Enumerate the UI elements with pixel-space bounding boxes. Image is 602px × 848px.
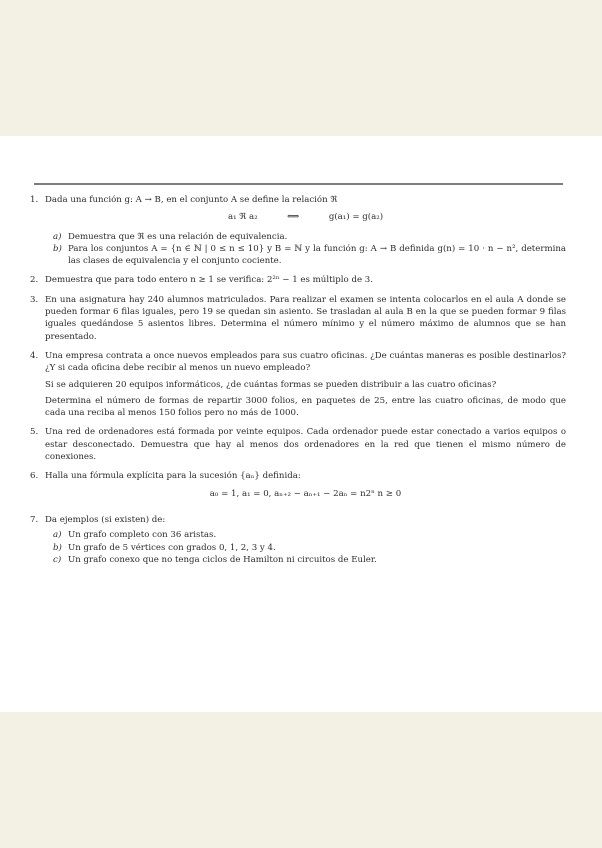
relation-right: g(a₁) = g(a₂) bbox=[328, 212, 384, 223]
problem-3 bbox=[30, 294, 566, 343]
problem-paragraph: Determina el número de formas de repartir 3000 folios, en paquetes de 25, entre las cuatro oficinas, de modo que cada una reciba al menos 150 folios pero no más de 1000. bbox=[45, 395, 566, 419]
problem-intro: Dada una función g: A → B, en el conjunto A se define la relación ℜ bbox=[45, 195, 338, 205]
relation-left: a₁ ℜ a₂ bbox=[227, 212, 258, 223]
problem-5 bbox=[30, 426, 566, 463]
header-rule bbox=[34, 183, 563, 185]
exam-page bbox=[0, 136, 602, 712]
problem-number: 6. bbox=[30, 471, 39, 482]
problem-list bbox=[30, 194, 566, 573]
problem-number: 7. bbox=[30, 514, 39, 525]
problem-paragraph: Si se adquieren 20 equipos informáticos, ¿de cuántas formas se pueden distribuir a las cuatro oficinas? bbox=[45, 379, 497, 390]
sub-label: a) bbox=[53, 530, 62, 541]
subproblem-b bbox=[45, 243, 566, 268]
subproblem-b bbox=[45, 542, 566, 554]
sub-text: Demuestra que ℜ es una relación de equivalencia. bbox=[68, 231, 288, 242]
sub-label: c) bbox=[53, 554, 62, 565]
sub-text: Un grafo conexo que no tenga ciclos de Hamilton ni circuitos de Euler. bbox=[68, 554, 377, 565]
subproblem-a bbox=[45, 529, 566, 541]
sub-label: a) bbox=[53, 231, 62, 242]
problem-1 bbox=[30, 194, 566, 267]
problem-intro: Halla una fórmula explícita para la sucesión {aₙ} definida: bbox=[45, 471, 301, 482]
problem-text: En una asignatura hay 240 alumnos matriculados. Para realizar el examen se intenta colocarlos en el aula A donde se pueden formar 6 filas iguales, pero 19 se quedan sin asiento. Se trasladan al aula B en la que se pueden formar 9 filas iguales quedándose 5 asientos libres. Determina el número mínimo y el número máximo de alumnos que se han presentado. bbox=[45, 294, 566, 342]
problem-text: Demuestra que para todo entero n ≥ 1 se verifica: 2²ⁿ − 1 es múltiplo de 3. bbox=[45, 275, 373, 286]
sub-label: b) bbox=[53, 542, 62, 553]
problem-number: 5. bbox=[30, 427, 39, 438]
problem-intro: Da ejemplos (si existen) de: bbox=[45, 514, 166, 525]
relation-definition bbox=[45, 211, 566, 223]
problem-6 bbox=[30, 470, 566, 507]
recurrence-equation: a₀ = 1, a₁ = 0, aₙ₊₂ − aₙ₊₁ − 2aₙ = n2ⁿ n ≥ 0 bbox=[209, 488, 402, 499]
problem-paragraph: Una empresa contrata a once nuevos empleados para sus cuatro oficinas. ¿De cuántas maneras es posible destinarlos? ¿Y si cada oficina debe recibir al menos un nuevo empleado? bbox=[45, 350, 566, 374]
problem-number: 4. bbox=[30, 350, 39, 361]
subproblem-c bbox=[45, 554, 566, 566]
problem-text: Una red de ordenadores está formada por veinte equipos. Cada ordenador puede estar conectado a varios equipos o estar desconectado. Demuestra que hay al menos dos ordenadores en la red que tienen el mismo número de conexiones. bbox=[45, 427, 566, 463]
sub-text: Un grafo de 5 vértices con grados 0, 1, 2, 3 y 4. bbox=[68, 542, 276, 553]
relation-iff: ⟺ bbox=[287, 212, 300, 223]
problem-number: 1. bbox=[30, 195, 39, 205]
problem-7 bbox=[30, 514, 566, 566]
problem-2 bbox=[30, 274, 566, 286]
problem-4 bbox=[30, 350, 566, 419]
problem-number: 3. bbox=[30, 294, 39, 305]
sub-label: b) bbox=[53, 243, 62, 254]
sub-text: Para los conjuntos A = {n ∈ ℕ | 0 ≤ n ≤ 10} y B = ℕ y la función g: A → B definida g(n) = 10 · n − n², determina las clases de equivalencia y el conjunto cociente. bbox=[68, 243, 566, 267]
problem-number: 2. bbox=[30, 275, 39, 286]
subproblem-a bbox=[45, 231, 566, 243]
sub-text: Un grafo completo con 36 aristas. bbox=[68, 530, 217, 541]
